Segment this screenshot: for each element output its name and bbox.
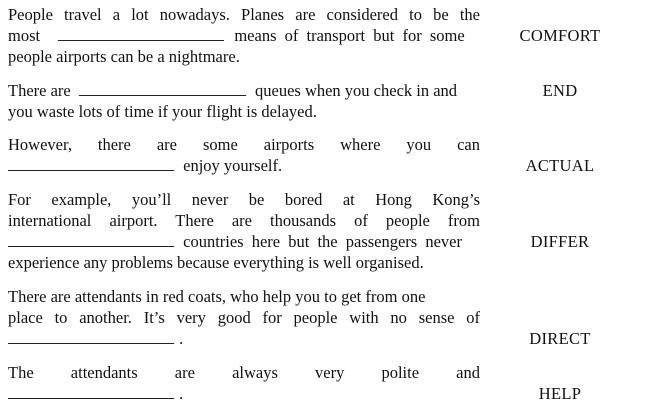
text-line xyxy=(8,46,480,67)
text-segment: people airports can be a nightmare. xyxy=(8,47,240,66)
gap-1-blank[interactable] xyxy=(58,25,224,41)
gap-5-blank[interactable] xyxy=(8,328,174,344)
keyword-direct: DIRECT xyxy=(529,329,591,348)
text-segment: international airport. There are thousands of people from xyxy=(8,211,480,230)
text-line xyxy=(8,155,480,176)
text-line xyxy=(8,252,480,273)
text-segment: There are xyxy=(8,81,71,100)
text-line xyxy=(8,231,480,252)
gap-2-blank[interactable] xyxy=(79,80,246,96)
text-segment: The attendants are always very polite and xyxy=(8,363,480,382)
text-segment: . xyxy=(179,384,184,403)
keyword-end: END xyxy=(542,81,578,100)
text-segment: place to another. It’s very good for people with no sense of xyxy=(8,308,480,327)
gap-3-blank[interactable] xyxy=(8,155,174,171)
text-segment: . xyxy=(179,329,184,348)
text-segment: countries here but the passengers never xyxy=(183,232,462,251)
text-segment: means of transport but for some xyxy=(234,26,465,45)
keyword-comfort: COMFORT xyxy=(519,26,601,45)
text-segment: queues when you check in and xyxy=(255,81,458,100)
text-line xyxy=(8,80,480,101)
text-segment: People travel a lot nowadays. Planes are considered to be the xyxy=(8,5,480,24)
gap-6-blank[interactable] xyxy=(8,383,174,399)
text-line xyxy=(8,307,480,328)
text-line xyxy=(8,189,480,210)
text-segment: you waste lots of time if your flight is delayed. xyxy=(8,102,317,121)
text-line xyxy=(8,134,480,155)
text-segment: However, there are some airports where you can xyxy=(8,135,480,154)
text-line xyxy=(8,210,480,231)
text-line xyxy=(8,101,480,122)
text-segment: experience any problems because everything is well organised. xyxy=(8,253,424,272)
text-segment: For example, you’ll never be bored at Hong Kong’s xyxy=(8,190,480,209)
keyword-differ: DIFFER xyxy=(530,232,590,251)
text-segment: There are attendants in red coats, who help you to get from one xyxy=(8,287,426,306)
text-segment: most xyxy=(8,26,41,45)
text-line xyxy=(8,286,480,307)
text-line xyxy=(8,4,480,25)
text-line xyxy=(8,328,480,349)
keyword-help: HELP xyxy=(538,384,582,403)
text-segment: enjoy yourself. xyxy=(183,156,283,175)
text-line xyxy=(8,25,480,46)
text-line xyxy=(8,383,480,404)
text-line xyxy=(8,362,480,383)
gap-4-blank[interactable] xyxy=(8,231,174,247)
keyword-actual: ACTUAL xyxy=(525,156,595,175)
